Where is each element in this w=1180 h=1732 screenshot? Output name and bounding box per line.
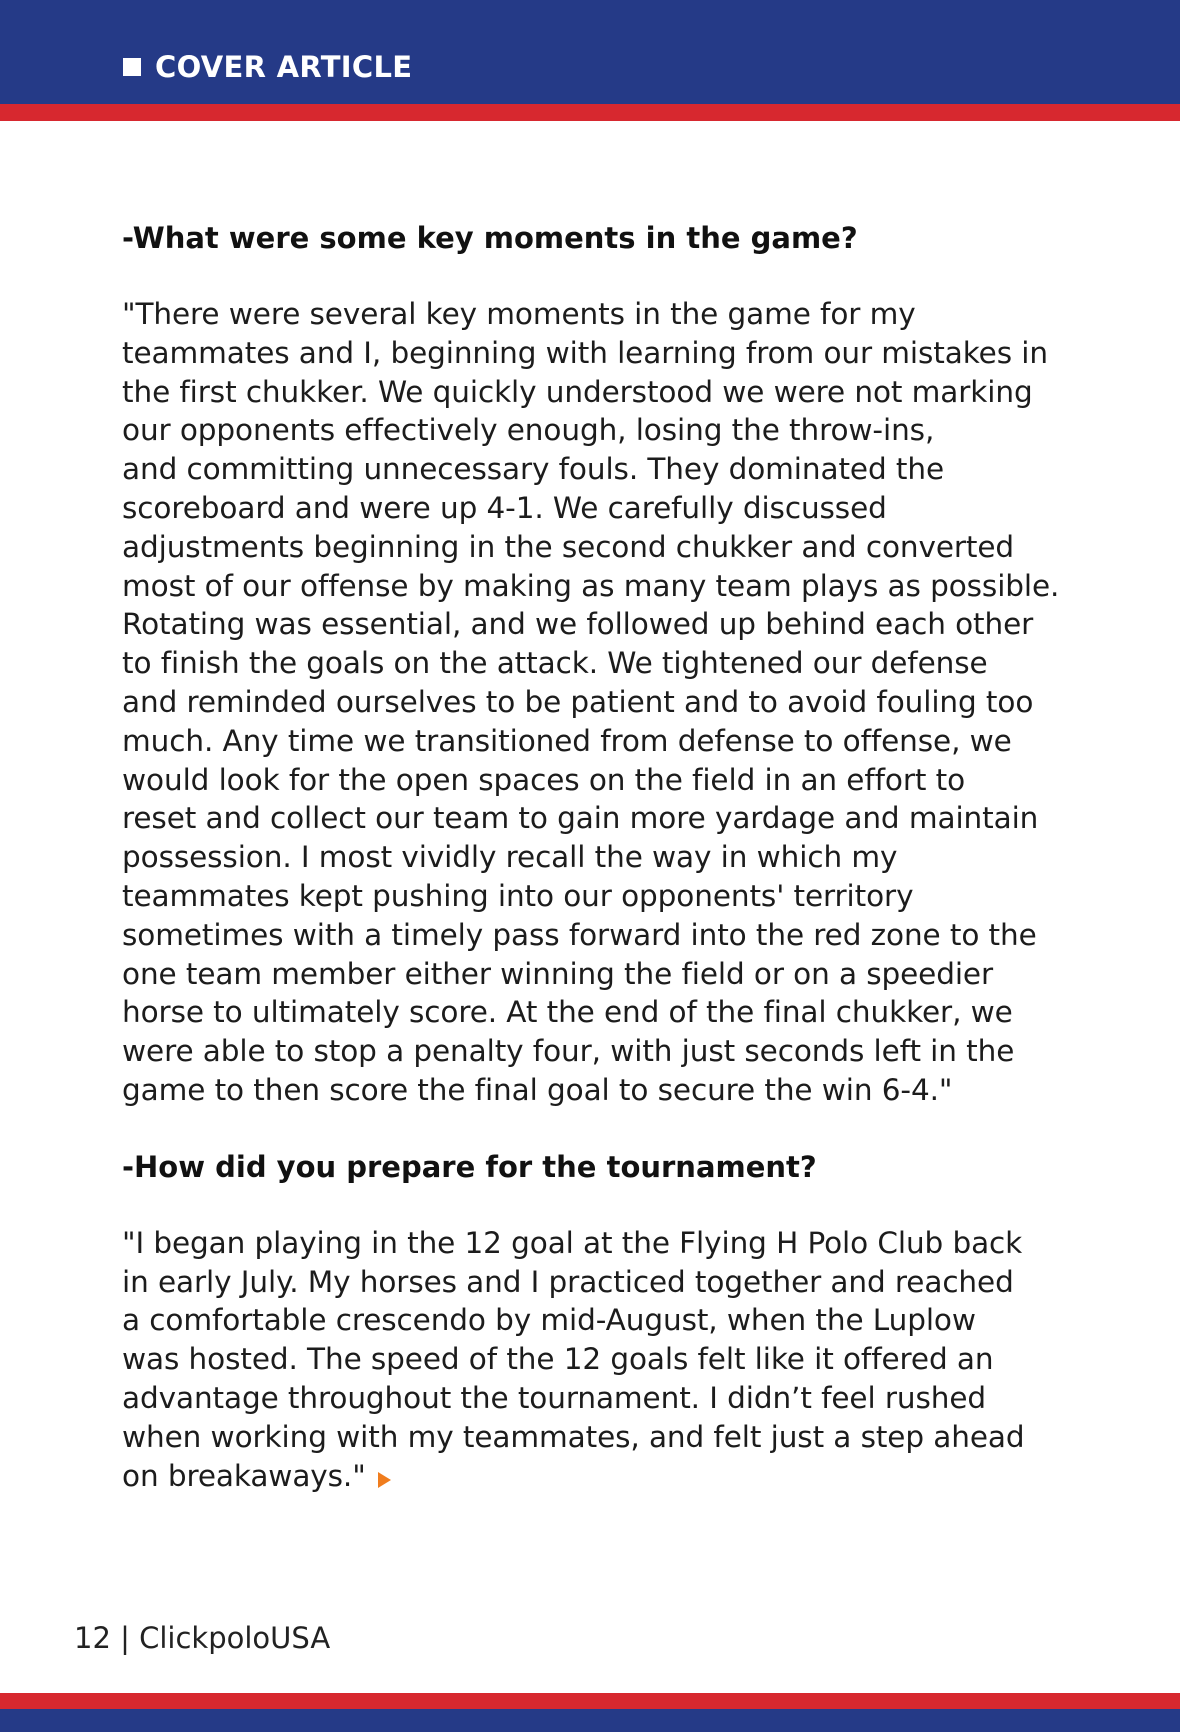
publication-name: ClickpoloUSA xyxy=(139,1621,331,1655)
answer-line: game to then score the final goal to secure the win 6-4." xyxy=(122,1072,953,1107)
answer-line: Rotating was essential, and we followed up behind each other xyxy=(122,607,1034,642)
header-stripe xyxy=(0,104,1180,121)
question-1: -What were some key moments in the game? xyxy=(122,221,858,255)
answer-line: were able to stop a penalty four, with just seconds left in the xyxy=(122,1034,1015,1069)
answer-line: a comfortable crescendo by mid-August, when the Luplow xyxy=(122,1303,976,1338)
square-icon xyxy=(123,58,141,76)
page-number: 12 xyxy=(74,1621,111,1655)
answer-line: the first chukker. We quickly understood we were not marking xyxy=(122,374,1033,409)
answer-line: and reminded ourselves to be patient and to avoid fouling too xyxy=(122,684,1034,719)
page-footer xyxy=(74,1621,330,1655)
answer-line: much. Any time we transitioned from defense to offense, we xyxy=(122,723,1012,758)
answer-line: on breakaways." xyxy=(122,1457,1082,1496)
answer-line: would look for the open spaces on the field in an effort to xyxy=(122,762,966,797)
answer-line: one team member either winning the field or on a speedier xyxy=(122,956,994,991)
answer-line: was hosted. The speed of the 12 goals felt like it offered an xyxy=(122,1342,994,1377)
triangle-right-icon xyxy=(378,1472,391,1488)
answer-line: our opponents effectively enough, losing the throw-ins, xyxy=(122,413,935,448)
answer-line: teammates kept pushing into our opponents' territory xyxy=(122,878,914,913)
section-title: COVER ARTICLE xyxy=(155,50,413,84)
answer-line: reset and collect our team to gain more yardage and maintain xyxy=(122,801,1039,836)
answer-line: teammates and I, beginning with learning from our mistakes in xyxy=(122,335,1048,370)
answer-line: sometimes with a timely pass forward into the red zone to the xyxy=(122,917,1037,952)
footer-bar xyxy=(0,1709,1180,1732)
answer-line: most of our offense by making as many team plays as possible. xyxy=(122,568,1060,603)
footer-stripe xyxy=(0,1693,1180,1709)
answer-line: "There were several key moments in the game for my xyxy=(122,297,916,331)
footer-separator: | xyxy=(120,1621,130,1655)
answer-line: in early July. My horses and I practiced together and reached xyxy=(122,1264,1014,1299)
answer-line: to finish the goals on the attack. We tightened our defense xyxy=(122,646,988,681)
answer-line: horse to ultimately score. At the end of the final chukker, we xyxy=(122,995,1013,1030)
answer-line: when working with my teammates, and felt just a step ahead xyxy=(122,1419,1025,1454)
answer-2 xyxy=(122,1224,1082,1496)
answer-line: scoreboard and were up 4-1. We carefully discussed xyxy=(122,490,887,525)
article-body xyxy=(122,218,1082,1532)
answer-line: adjustments beginning in the second chukker and converted xyxy=(122,529,1015,564)
section-label xyxy=(123,50,412,84)
answer-line: "I began playing in the 12 goal at the Flying H Polo Club back xyxy=(122,1225,1023,1260)
answer-line: advantage throughout the tournament. I didn’t feel rushed xyxy=(122,1380,986,1415)
answer-line: and committing unnecessary fouls. They dominated the xyxy=(122,452,944,487)
answer-line: possession. I most vividly recall the way in which my xyxy=(122,840,898,875)
answer-1 xyxy=(122,295,1082,1110)
question-2: -How did you prepare for the tournament? xyxy=(122,1149,817,1184)
